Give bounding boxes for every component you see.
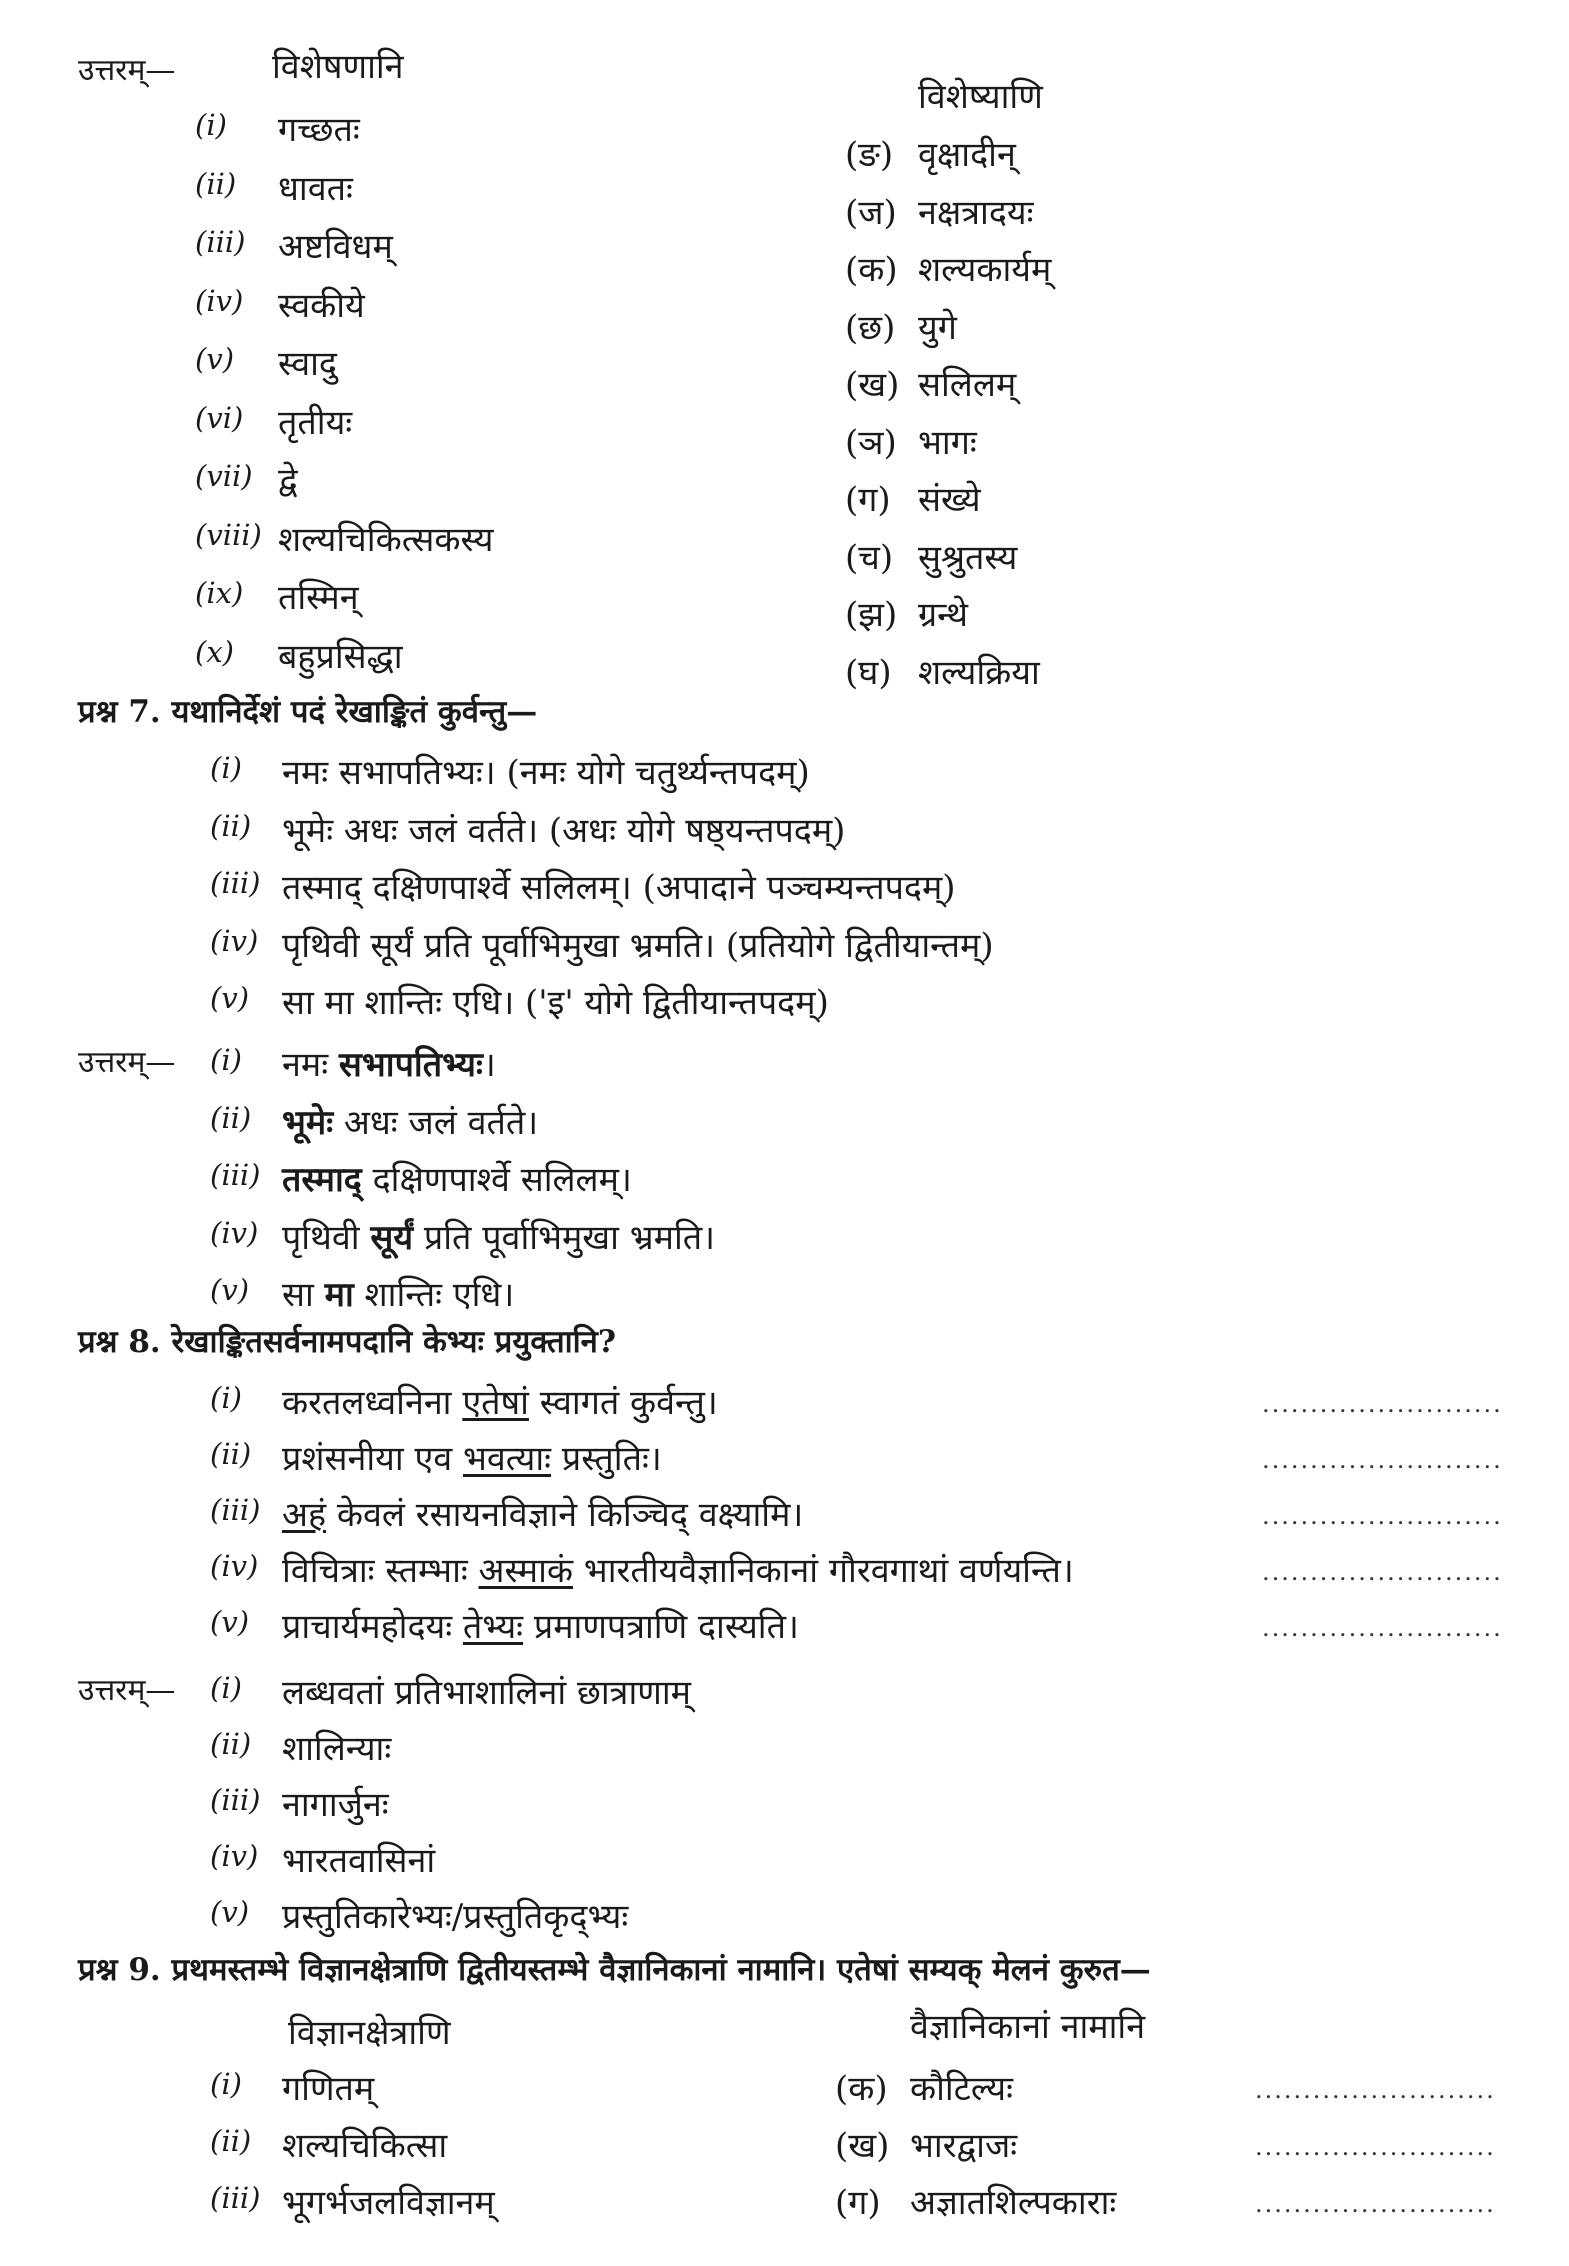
scientist-name: भारद्वाजः xyxy=(910,2126,1018,2166)
item-number: (i) xyxy=(210,751,242,785)
question-text xyxy=(282,1378,718,1424)
answer-blank: ......................... xyxy=(1262,1502,1503,1530)
item-number: (iii) xyxy=(210,1783,261,1817)
item-number: (i) xyxy=(210,1381,242,1415)
underlined-pronoun: भवत्याः xyxy=(462,1439,552,1479)
noun-text: भागः xyxy=(918,422,977,463)
item-number: (iv) xyxy=(210,1549,259,1583)
answer-blank: ......................... xyxy=(1262,1614,1503,1642)
item-number: (iv) xyxy=(210,923,259,958)
underlined-pronoun: अहं xyxy=(282,1495,327,1535)
item-number: (ii) xyxy=(210,808,252,843)
match-letter: (ज) xyxy=(845,192,897,233)
item-number: (vi) xyxy=(195,400,244,435)
item-number: (ii) xyxy=(210,1727,252,1761)
column-heading-right: विशेष्याणि xyxy=(918,77,1043,117)
answer-text xyxy=(282,1040,496,1086)
question-7-title: प्रश्न 7. यथानिर्देशं पदं रेखाङ्कितं कुर्वन्तु— xyxy=(78,694,538,730)
question-part: करतलध्वनिना xyxy=(282,1383,463,1423)
answer-part: प्रति पूर्वाभिमुखा भ्रमति। xyxy=(413,1217,716,1258)
question-part: प्राचार्यमहोदयः xyxy=(282,1607,463,1647)
answer-highlight: तस्माद् xyxy=(282,1160,362,1200)
answer-text: लब्धवतां प्रतिभाशालिनां छात्राणाम् xyxy=(282,1673,691,1713)
item-number: (viii) xyxy=(195,517,262,552)
answer-label: उत्तरम्— xyxy=(78,1673,176,1708)
answer-blank: ......................... xyxy=(1262,1446,1503,1474)
match-letter: (क) xyxy=(835,2069,888,2109)
noun-text: ग्रन्थे xyxy=(918,595,968,635)
question-text xyxy=(282,1602,799,1648)
match-letter: (ख) xyxy=(845,365,900,405)
question-part: प्रमाणपत्राणि दास्यति। xyxy=(523,1607,799,1647)
item-number: (i) xyxy=(210,2067,242,2101)
match-letter: (ङ) xyxy=(845,135,894,175)
noun-text: सलिलम् xyxy=(918,365,1017,405)
question-8-title: प्रश्न 8. रेखाङ्कितसर्वनामपदानि केभ्यः प्रयुक्तानि? xyxy=(78,1324,617,1360)
match-letter: (ञ) xyxy=(845,422,897,463)
adjective-text: अष्टविधम् xyxy=(278,227,393,267)
item-number: (i) xyxy=(210,1043,242,1077)
answer-part: । xyxy=(482,1045,496,1085)
answer-highlight: भूमेः xyxy=(282,1102,334,1143)
column-heading-left: विशेषणानि xyxy=(272,47,404,87)
item-number: (i) xyxy=(210,1671,242,1705)
answer-highlight: सभापतिभ्यः xyxy=(338,1045,483,1085)
match-letter: (झ) xyxy=(845,595,898,635)
answer-text xyxy=(282,1098,538,1144)
answer-highlight: मा xyxy=(324,1275,354,1315)
question-text xyxy=(282,1546,1074,1592)
question-part: केवलं रसायनविज्ञाने किञ्चिद् वक्ष्यामि। xyxy=(326,1495,804,1535)
noun-text: नक्षत्रादयः xyxy=(918,192,1034,233)
item-number: (ii) xyxy=(210,1437,252,1471)
answer-part: नमः xyxy=(282,1045,339,1085)
noun-text: संख्ये xyxy=(918,480,981,520)
answer-text: शालिन्याः xyxy=(282,1729,392,1769)
match-letter: (छ) xyxy=(845,307,896,348)
match-letter: (क) xyxy=(845,250,898,290)
field-text: भूगर्भजलविज्ञानम् xyxy=(282,2183,495,2223)
adjective-text: तस्मिन् xyxy=(278,578,359,618)
answer-blank: ......................... xyxy=(1255,2076,1496,2104)
answer-text xyxy=(282,1270,514,1316)
question-part: भारतीयवैज्ञानिकानां गौरवगाथां वर्णयन्ति। xyxy=(573,1551,1074,1591)
question-part: प्रशंसनीया एव xyxy=(282,1439,463,1479)
question-text: भूमेः अधः जलं वर्तते। (अधः योगे षष्ठ्यन्तपदम्) xyxy=(282,810,846,851)
answer-text xyxy=(282,1213,715,1259)
underlined-pronoun: अस्माकं xyxy=(478,1551,573,1591)
question-9-title: प्रश्न 9. प्रथमस्तम्भे विज्ञानक्षेत्राणि द्वितीयस्तम्भे वैज्ञानिकानां नामानि। एतेषां सम्यक् मेलनं कुरुत— xyxy=(78,1952,1151,1988)
question-part: विचित्राः स्तम्भाः xyxy=(282,1551,479,1591)
item-number: (v) xyxy=(210,981,250,1015)
column-heading-right: वैज्ञानिकानां नामानि xyxy=(910,2007,1146,2047)
underlined-pronoun: तेभ्यः xyxy=(462,1607,524,1647)
noun-text: शल्यकार्यम् xyxy=(918,250,1052,290)
adjective-text: बहुप्रसिद्धा xyxy=(278,636,403,677)
answer-part: सा xyxy=(282,1275,325,1315)
adjective-text: द्वे xyxy=(278,461,298,501)
underlined-pronoun: एतेषां xyxy=(462,1383,529,1423)
item-number: (ii) xyxy=(210,1100,252,1135)
item-number: (v) xyxy=(195,342,235,376)
adjective-text: तृतीयः xyxy=(278,402,353,443)
item-number: (x) xyxy=(195,634,234,669)
column-heading-left: विज्ञानक्षेत्राणि xyxy=(288,2013,451,2053)
question-text: नमः सभापतिभ्यः। (नमः योगे चतुर्थ्यन्तपदम्) xyxy=(282,753,810,793)
answer-text: नागार्जुनः xyxy=(282,1785,389,1825)
answer-highlight: सूर्यं xyxy=(370,1217,414,1258)
item-number: (i) xyxy=(195,108,227,142)
item-number: (v) xyxy=(210,1273,250,1307)
noun-text: युगे xyxy=(918,307,957,348)
match-letter: (च) xyxy=(845,537,894,578)
item-number: (iii) xyxy=(210,866,261,900)
answer-label: उत्तरम्— xyxy=(78,1045,176,1080)
adjective-text: गच्छतः xyxy=(278,110,360,150)
question-part: प्रस्तुतिः। xyxy=(551,1439,662,1479)
question-text: तस्माद् दक्षिणपार्श्वे सलिलम्। (अपादाने पञ्चम्यन्तपदम्) xyxy=(282,868,956,908)
item-number: (ii) xyxy=(210,2124,252,2158)
adjective-text: शल्यचिकित्सकस्य xyxy=(278,519,494,560)
question-part: स्वागतं कुर्वन्तु। xyxy=(528,1383,718,1423)
field-text: शल्यचिकित्सा xyxy=(282,2126,448,2166)
question-text xyxy=(282,1434,662,1480)
adjective-text: धावतः xyxy=(278,168,353,209)
answer-label: उत्तरम्— xyxy=(78,53,176,88)
item-number: (v) xyxy=(210,1605,250,1639)
item-number: (ii) xyxy=(195,166,237,201)
item-number: (vii) xyxy=(195,459,253,493)
item-number: (iii) xyxy=(195,225,246,259)
answer-blank: ......................... xyxy=(1262,1390,1503,1418)
item-number: (iv) xyxy=(210,1839,259,1873)
answer-part: दक्षिणपार्श्वे सलिलम्। xyxy=(361,1160,632,1200)
answer-blank: ......................... xyxy=(1262,1558,1503,1586)
question-text: सा मा शान्तिः एधि। ('इ' योगे द्वितीयान्तपदम्) xyxy=(282,983,829,1023)
answer-text: भारतवासिनां xyxy=(282,1841,436,1881)
item-number: (iv) xyxy=(210,1215,259,1250)
noun-text: वृक्षादीन् xyxy=(918,135,1016,175)
field-text: गणितम् xyxy=(282,2069,375,2109)
item-number: (v) xyxy=(210,1895,250,1929)
match-letter: (घ) xyxy=(845,652,892,693)
answer-part: पृथिवी xyxy=(282,1217,371,1258)
answer-text xyxy=(282,1155,632,1201)
item-number: (iii) xyxy=(210,2181,261,2215)
answer-part: अधः जलं वर्तते। xyxy=(333,1102,539,1143)
match-letter: (ग) xyxy=(835,2183,881,2223)
item-number: (iii) xyxy=(210,1158,261,1192)
question-text: पृथिवी सूर्यं प्रति पूर्वाभिमुखा भ्रमति। (प्रतियोगे द्वितीयान्तम्) xyxy=(282,925,994,966)
adjective-text: स्वादु xyxy=(278,344,337,384)
answer-text: प्रस्तुतिकारेभ्यः/प्रस्तुतिकृद्भ्यः xyxy=(282,1897,629,1937)
item-number: (iv) xyxy=(195,283,244,318)
answer-blank: ......................... xyxy=(1255,2133,1496,2161)
scientist-name: अज्ञातशिल्पकाराः xyxy=(910,2183,1117,2223)
item-number: (ix) xyxy=(195,576,244,610)
noun-text: सुश्रुतस्य xyxy=(918,537,1018,578)
scientist-name: कौटिल्यः xyxy=(910,2069,1013,2109)
adjective-text: स्वकीये xyxy=(278,285,365,326)
answer-blank: ......................... xyxy=(1255,2190,1496,2218)
answer-part: शान्तिः एधि। xyxy=(353,1275,515,1315)
match-letter: (ग) xyxy=(845,480,891,520)
noun-text: शल्यक्रिया xyxy=(918,652,1040,693)
item-number: (iii) xyxy=(210,1493,261,1527)
match-letter: (ख) xyxy=(835,2126,890,2166)
question-text xyxy=(282,1490,803,1536)
